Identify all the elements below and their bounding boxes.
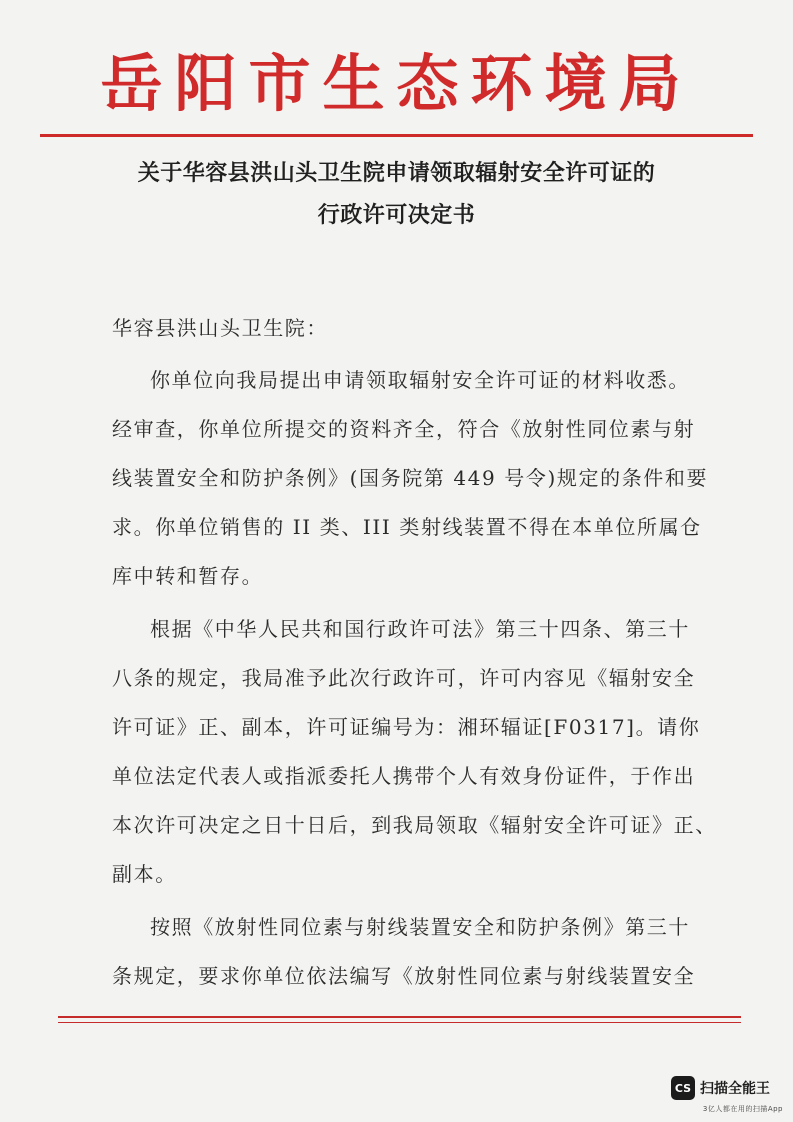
footer-red-rule: [58, 1016, 741, 1018]
salutation: 华容县洪山头卫生院：: [112, 316, 328, 340]
document-title-line-1: 关于华容县洪山头卫生院申请领取辐射安全许可证的: [137, 160, 656, 186]
body-line: 副本。: [112, 862, 177, 886]
letterhead-title: 岳阳市生态环境局: [100, 47, 693, 120]
body-line: 条规定，要求你单位依法编写《放射性同位素与射线装置安全: [112, 964, 696, 988]
body-line: 按照《放射性同位素与射线装置安全和防护条例》第三十: [150, 915, 690, 939]
body-line: 库中转和暂存。: [112, 564, 264, 588]
body-line: 你单位向我局提出申请领取辐射安全许可证的材料收悉。: [150, 368, 690, 392]
document-title-line-2: 行政许可决定书: [317, 202, 476, 228]
body-line: 求。你单位销售的 II 类、III 类射线装置不得在本单位所属仓: [112, 515, 702, 539]
body-line: 单位法定代表人或指派委托人携带个人有效身份证件，于作出: [112, 764, 696, 788]
scanner-watermark: [671, 1076, 783, 1114]
body-line: 八条的规定，我局准予此次行政许可，许可内容见《辐射安全: [112, 666, 696, 690]
body-line: 根据《中华人民共和国行政许可法》第三十四条、第三十: [150, 617, 690, 641]
watermark-tagline: 3亿人都在用的扫描App: [702, 1105, 783, 1113]
watermark-app-name: 扫描全能王: [700, 1081, 770, 1097]
body-line: 经审查，你单位所提交的资料齐全，符合《放射性同位素与射: [112, 417, 696, 441]
footer-red-rule-thin: [58, 1022, 741, 1023]
camscanner-logo-icon: CS: [671, 1076, 695, 1100]
body-line: 许可证》正、副本，许可证编号为：湘环辐证[F0317]。请你: [112, 715, 701, 739]
body-line: 本次许可决定之日十日后，到我局领取《辐射安全许可证》正、: [112, 813, 717, 837]
body-line: 线装置安全和防护条例》(国务院第 449 号令)规定的条件和要: [112, 466, 709, 490]
letterhead-red-rule: [40, 134, 753, 137]
